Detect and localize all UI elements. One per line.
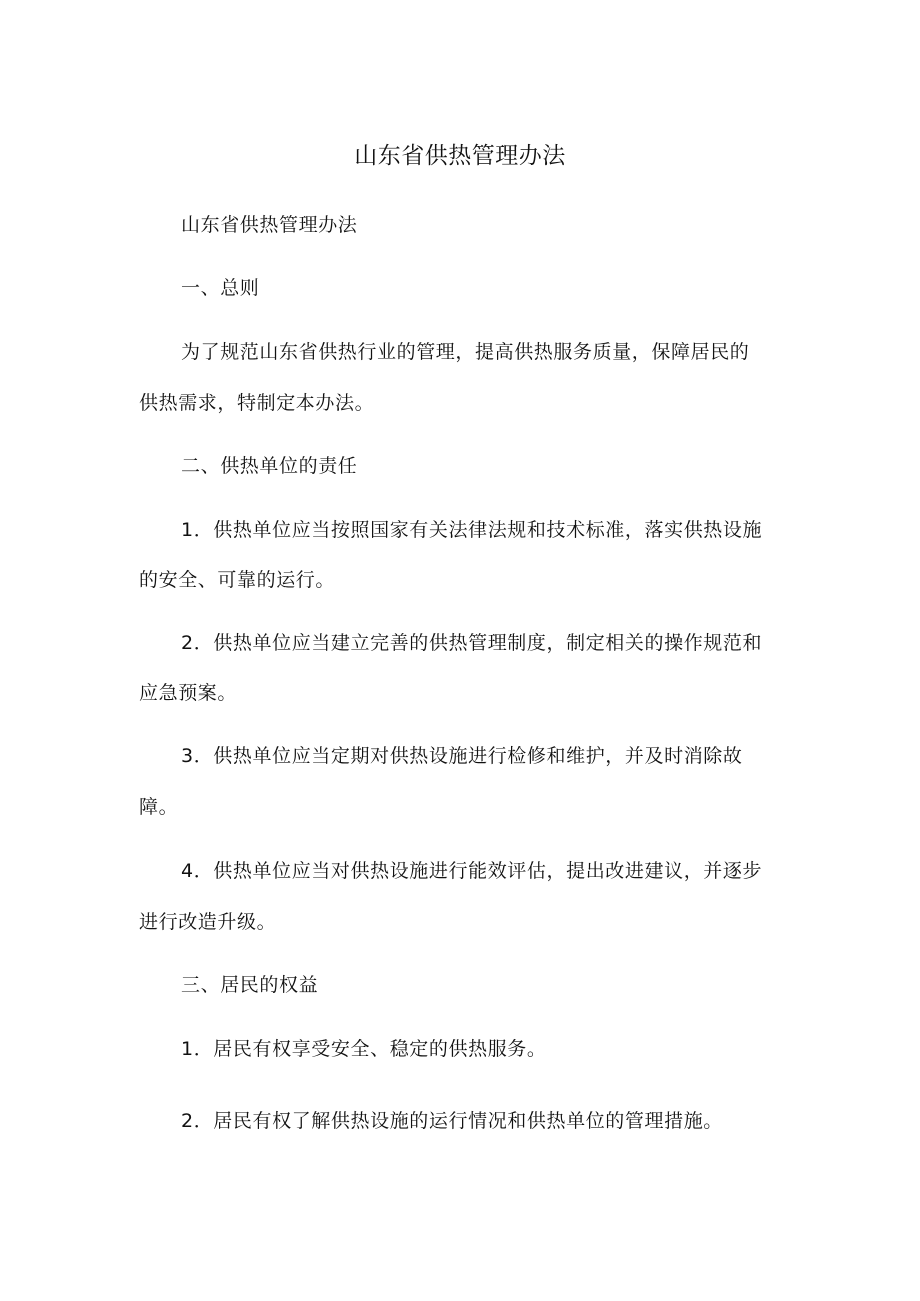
paragraph-purpose-line-2: 供热需求，特制定本办法。	[139, 392, 375, 414]
responsibility-item-2-line-1: 2．供热单位应当建立完善的供热管理制度，制定相关的操作规范和	[181, 632, 763, 654]
section-heading-responsibilities: 二、供热单位的责任	[181, 455, 358, 477]
paragraph-purpose-line-1: 为了规范山东省供热行业的管理，提高供热服务质量，保障居民的	[181, 341, 750, 363]
responsibility-item-1-line-1: 1．供热单位应当按照国家有关法律法规和技术标准，落实供热设施	[181, 519, 763, 541]
document-subtitle: 山东省供热管理办法	[181, 214, 358, 236]
section-heading-general: 一、总则	[181, 277, 260, 299]
section-heading-resident-rights: 三、居民的权益	[181, 974, 319, 996]
responsibility-item-4-line-2: 进行改造升级。	[139, 911, 277, 933]
responsibility-item-3-line-1: 3．供热单位应当定期对供热设施进行检修和维护，并及时消除故	[181, 745, 743, 767]
resident-right-item-2: 2．居民有权了解供热设施的运行情况和供热单位的管理措施。	[181, 1110, 723, 1132]
resident-right-item-1: 1．居民有权享受安全、稳定的供热服务。	[181, 1038, 547, 1060]
document-title: 山东省供热管理办法	[354, 143, 566, 169]
responsibility-item-1-line-2: 的安全、可靠的运行。	[139, 569, 336, 591]
responsibility-item-3-line-2: 障。	[139, 796, 179, 818]
responsibility-item-2-line-2: 应急预案。	[139, 682, 238, 704]
responsibility-item-4-line-1: 4．供热单位应当对供热设施进行能效评估，提出改进建议，并逐步	[181, 860, 763, 882]
